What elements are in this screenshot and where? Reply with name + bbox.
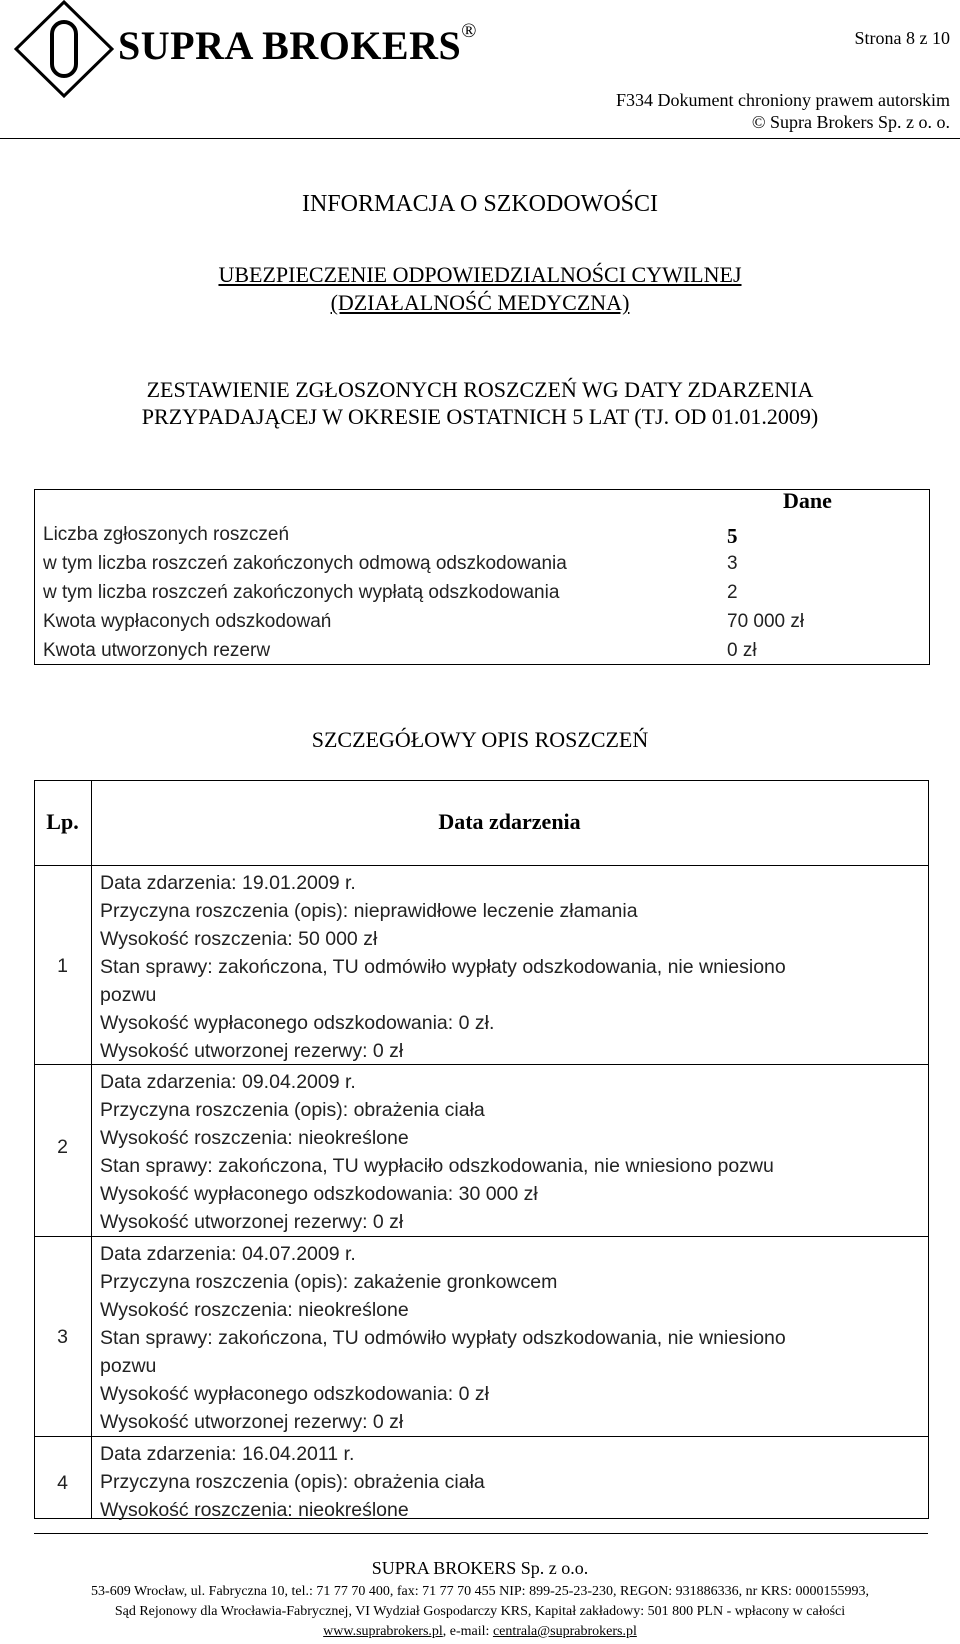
email-link[interactable]: centrala@suprabrokers.pl xyxy=(492,1624,637,1639)
claim-number: 3 xyxy=(57,1326,68,1348)
copyright-notice: F334 Dokument chroniony prawem autorskim xyxy=(616,90,950,110)
summary-table xyxy=(34,489,930,665)
claim-line: Stan sprawy: zakończona, TU odmówiło wypłaty odszkodowania, nie wniesiono xyxy=(100,956,786,978)
claim-line: pozwu xyxy=(100,1355,157,1377)
column-header-lp: Lp. xyxy=(46,809,79,834)
claim-line: Wysokość roszczenia: nieokreślone xyxy=(100,1499,409,1521)
claim-number: 4 xyxy=(57,1472,68,1494)
claim-line: Data zdarzenia: 19.01.2009 r. xyxy=(100,872,356,894)
claim-line: Data zdarzenia: 04.07.2009 r. xyxy=(100,1243,356,1265)
claims-row-divider-3 xyxy=(34,1436,928,1437)
claim-line: Stan sprawy: zakończona, TU wypłaciło odszkodowania, nie wniesiono pozwu xyxy=(100,1155,774,1177)
page-title: INFORMACJA O SZKODOWOŚCI xyxy=(301,191,659,217)
claim-line: Przyczyna roszczenia (opis): zakażenie gronkowcem xyxy=(100,1271,558,1293)
insurance-type-line1: UBEZPIECZENIE ODPOWIEDZIALNOŚCI CYWILNEJ xyxy=(218,262,742,287)
claim-line: Wysokość roszczenia: nieokreślone xyxy=(100,1127,409,1149)
claim-line: Przyczyna roszczenia (opis): obrażenia ciała xyxy=(100,1099,485,1121)
claim-line: Wysokość wypłaconego odszkodowania: 30 000 zł xyxy=(100,1183,538,1205)
claim-line: Wysokość roszczenia: nieokreślone xyxy=(100,1299,409,1321)
claim-line: Stan sprawy: zakończona, TU odmówiło wypłaty odszkodowania, nie wniesiono xyxy=(100,1327,786,1349)
column-header-event-date: Data zdarzenia xyxy=(438,809,581,834)
email-prefix: , e-mail: xyxy=(442,1624,493,1639)
summary-label-refused: w tym liczba roszczeń zakończonych odmową odszkodowania xyxy=(43,553,567,574)
footer-company: SUPRA BROKERS Sp. z o.o. xyxy=(371,1558,589,1578)
claim-line: Data zdarzenia: 09.04.2009 r. xyxy=(100,1071,356,1093)
summary-label-reserves: Kwota utworzonych rezerw xyxy=(43,640,271,661)
summary-value-refused: 3 xyxy=(727,553,738,574)
claim-line: Przyczyna roszczenia (opis): nieprawidłowe leczenie złamania xyxy=(100,900,638,922)
footer-court: Sąd Rejonowy dla Wrocławia-Fabrycznej, VI Wydział Gospodarczy KRS, Kapitał zakładowy: 501 800 PLN - wpłacony w całości xyxy=(114,1604,846,1619)
summary-label-payout-amount: Kwota wypłaconych odszkodowań xyxy=(43,611,332,632)
summary-title-line1: ZESTAWIENIE ZGŁOSZONYCH ROSZCZEŃ WG DATY ZDARZENIA xyxy=(146,377,814,402)
page-number: Strona 8 z 10 xyxy=(854,28,950,48)
claim-number: 2 xyxy=(57,1136,68,1158)
copyright-owner: © Supra Brokers Sp. z o. o. xyxy=(751,112,950,132)
footer-contact xyxy=(0,1624,960,1640)
claim-line: Wysokość utworzonej rezerwy: 0 zł xyxy=(100,1040,404,1062)
claims-row-divider-2 xyxy=(34,1236,928,1237)
claims-header-divider xyxy=(34,865,928,866)
claims-column-divider xyxy=(91,780,92,1518)
insurance-type-line2: (DZIAŁALNOŚĆ MEDYCZNA) xyxy=(330,290,630,315)
claim-line: Wysokość wypłaconego odszkodowania: 0 zł. xyxy=(100,1012,495,1034)
summary-value-claims: 5 xyxy=(727,524,738,548)
summary-label-claims: Liczba zgłoszonych roszczeń xyxy=(43,524,290,545)
summary-label-paid: w tym liczba roszczeń zakończonych wypłatą odszkodowania xyxy=(43,582,560,603)
footer-address: 53-609 Wrocław, ul. Fabryczna 10, tel.: 71 77 70 400, fax: 71 77 70 455 NIP: 899-25-23-230, REGON: 931886336, nr KRS: 0000155993, xyxy=(91,1584,869,1599)
claim-line: pozwu xyxy=(100,984,157,1006)
summary-title-line2: PRZYPADAJĄCEJ W OKRESIE OSTATNICH 5 LAT (TJ. OD 01.01.2009) xyxy=(141,404,819,429)
footer-divider xyxy=(34,1533,928,1534)
claim-line: Przyczyna roszczenia (opis): obrażenia ciała xyxy=(100,1471,485,1493)
claim-line: Wysokość utworzonej rezerwy: 0 zł xyxy=(100,1211,404,1233)
claims-row-divider-1 xyxy=(34,1064,928,1065)
summary-value-paid: 2 xyxy=(727,582,738,603)
claim-line: Wysokość utworzonej rezerwy: 0 zł xyxy=(100,1411,404,1433)
header-divider xyxy=(0,138,960,139)
summary-value-payout-amount: 70 000 zł xyxy=(727,611,805,632)
claim-line: Wysokość roszczenia: 50 000 zł xyxy=(100,928,378,950)
summary-header-dane: Dane xyxy=(783,488,832,513)
details-heading: SZCZEGÓŁOWY OPIS ROSZCZEŃ xyxy=(311,727,649,752)
claim-number: 1 xyxy=(57,955,68,977)
company-logo xyxy=(14,0,114,98)
claim-line: Data zdarzenia: 16.04.2011 r. xyxy=(100,1443,355,1465)
summary-value-reserves: 0 zł xyxy=(727,640,757,661)
website-link[interactable]: www.suprabrokers.pl xyxy=(323,1624,443,1639)
claim-line: Wysokość wypłaconego odszkodowania: 0 zł xyxy=(100,1383,489,1405)
brand-name: SUPRA BROKERS® xyxy=(118,19,477,68)
